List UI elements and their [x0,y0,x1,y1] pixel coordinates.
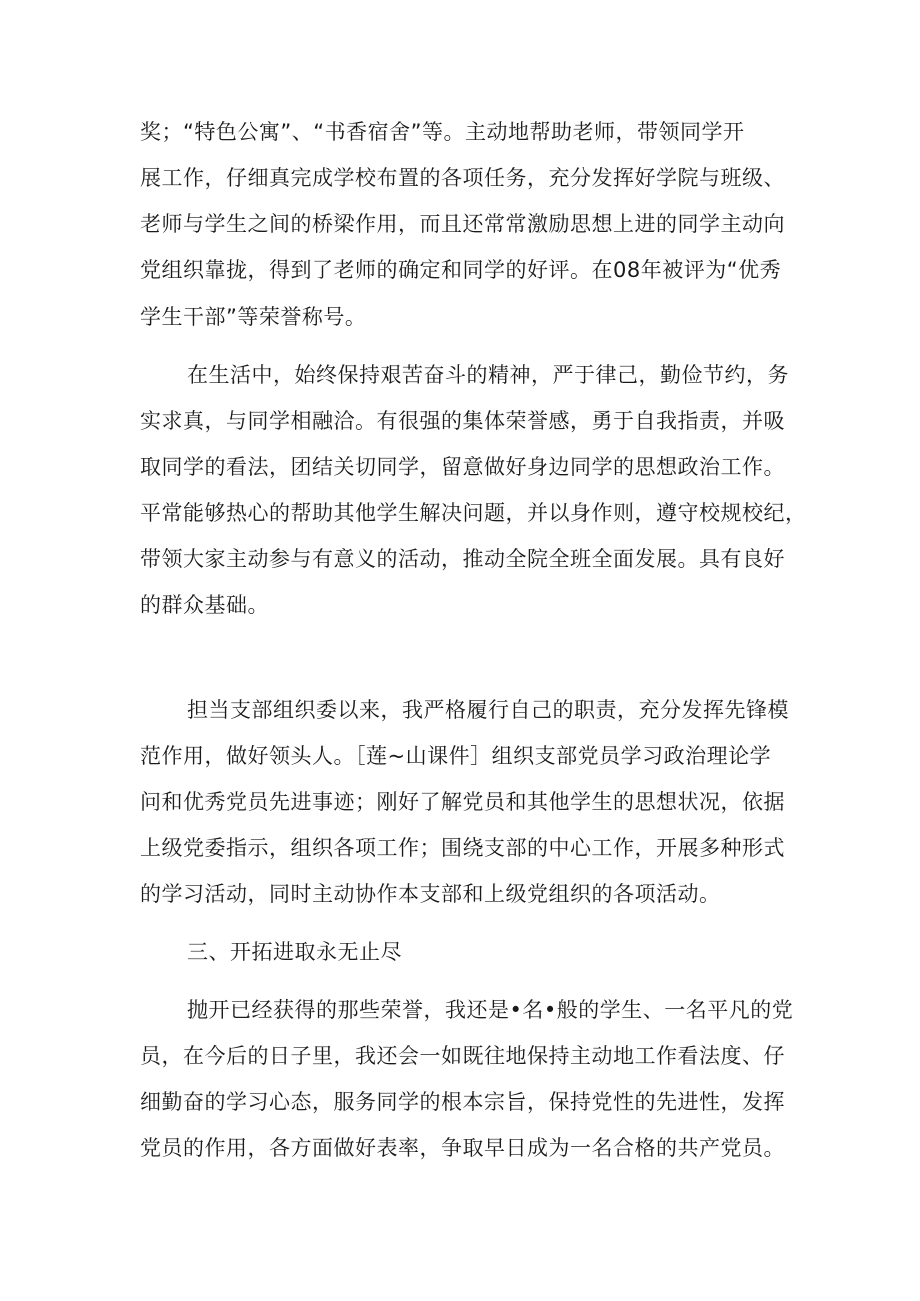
text-line: 取同学的看法，团结关切同学，留意做好身边同学的思想政治工作。 [140,455,785,479]
text-line: 问和优秀党员先进事迹；刚好了解党员和其他学生的思想状况，依据 [140,790,785,814]
text-line: 员，在今后的日子里，我还会一如既往地保持主动地工作看法度、仔 [140,1044,785,1068]
text-line: 老师与学生之间的桥梁作用，而且还常常激励思想上进的同学主动向 [140,212,785,236]
text-line: 展工作，仔细真完成学校布置的各项任务，充分发挥好学院与班级、 [140,166,785,190]
text-line: 学生干部”等荣誉称号。 [140,305,367,329]
text-line: 奖；“特色公寓”、“书香宿舍”等。主动地帮助老师，带领同学开 [140,120,745,144]
text-line: 的学习活动，同时主动协作本支部和上级党组织的各项活动。 [140,882,721,906]
text-line: 抛开已经获得的那些荣誉，我还是•名•般的学生、一名平凡的党 [187,998,794,1022]
text-line: 平常能够热心的帮助其他学生解决问题，并以身作则，遵守校规校纪， [140,501,807,525]
text-line: 党员的作用，各方面做好表率，争取早日成为一名合格的共产党员。 [140,1136,785,1160]
text-line: 细勤奋的学习心态，服务同学的根本宗旨，保持党性的先进性，发挥 [140,1090,785,1114]
text-line: 实求真，与同学相融洽。有很强的集体荣誉感，勇于自我指责，并吸 [140,409,785,433]
text-line: 担当支部组织委以来，我严格履行自己的职责，充分发挥先锋模 [187,698,789,722]
text-line: 上级党委指示，组织各项工作；围绕支部的中心工作，开展多种形式 [140,836,785,860]
text-line: 党组织靠拢，得到了老师的确定和同学的好评。在08年被评为“优秀 [140,258,782,282]
text-line: 范作用，做好领头人。［莲~山课件］组织支部党员学习政治理论学 [140,744,772,768]
text-line: 带领大家主动参与有意义的活动，推动全院全班全面发展。具有良好 [140,547,785,571]
text-line: 的群众基础。 [140,593,269,617]
section-heading: 三、开拓进取永无止尽 [187,940,402,964]
text-line: 在生活中，始终保持艰苦奋斗的精神，严于律己，勤俭节约，务 [187,363,789,387]
